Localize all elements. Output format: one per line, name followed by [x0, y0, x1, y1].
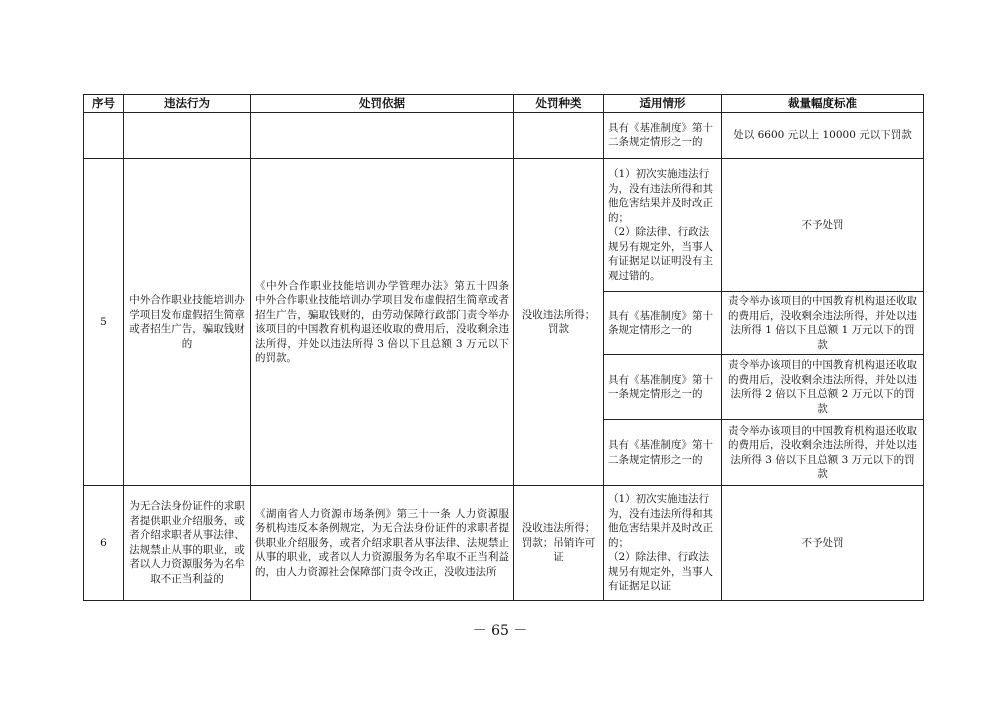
cell-standard: 不予处罚	[722, 485, 924, 600]
cell-basis: 《湖南省人力资源市场条例》第三十一条 人力资源服务机构违反本条例规定，为无合法身份证件的求职者提供职业介绍服务，或者介绍求职者从事法律、法规禁止从事的职业，或者以人力资源服务为名牟取不正当利益的，由人力资源社会保障部门责令改正，没收违法所	[251, 485, 514, 600]
cell-condition: 具有《基准制度》第十二条规定情形之一的	[604, 420, 722, 485]
header-number: 序号	[84, 95, 124, 113]
header-condition: 适用情形	[604, 95, 722, 113]
cell-penalty-type: 没收违法所得；罚款；吊销许可证	[514, 485, 604, 600]
cell-violation	[124, 112, 251, 159]
cell-condition: 具有《基准制度》第十一条规定情形之一的	[604, 355, 722, 420]
cell-violation: 为无合法身份证件的求职者提供职业介绍服务，或者介绍求职者从事法律、法规禁止从事的职业，或者以人力资源服务为名牟取不正当利益的	[124, 485, 251, 600]
cell-penalty-type	[514, 112, 604, 159]
cell-basis	[251, 112, 514, 159]
table-header-row	[84, 95, 924, 113]
header-penalty-type: 处罚种类	[514, 95, 604, 113]
header-violation: 违法行为	[124, 95, 251, 113]
header-standard: 裁量幅度标准	[722, 95, 924, 113]
table-row	[84, 485, 924, 600]
cell-condition: 具有《基准制度》第十二条规定情形之一的	[604, 112, 722, 159]
cell-standard: 处以 6600 元以上 10000 元以下罚款	[722, 112, 924, 159]
page-number: － 65 －	[472, 623, 528, 639]
cell-standard: 不予处罚	[722, 159, 924, 292]
cell-standard: 责令举办该项目的中国教育机构退还收取的费用后，没收剩余违法所得，并处以违法所得 3 倍以下且总额 3 万元以下的罚款	[722, 420, 924, 485]
cell-penalty-type: 没收违法所得；罚款	[514, 159, 604, 485]
penalty-standards-table	[83, 94, 924, 601]
cell-number	[84, 112, 124, 159]
cell-number: 5	[84, 159, 124, 485]
cell-standard: 责令举办该项目的中国教育机构退还收取的费用后，没收剩余违法所得，并处以违法所得 2 倍以下且总额 2 万元以下的罚款	[722, 355, 924, 420]
header-basis: 处罚依据	[251, 95, 514, 113]
cell-basis: 《中外合作职业技能培训办学管理办法》第五十四条 中外合作职业技能培训办学项目发布虚假招生简章或者招生广告，骗取钱财的，由劳动保障行政部门责令举办该项目的中国教育机构退还收取的费用后，没收剩余违法所得，并处以违法所得 3 倍以下且总额 3 万元以下的罚款。	[251, 159, 514, 485]
cell-number: 6	[84, 485, 124, 600]
cell-condition: （1）初次实施违法行为，没有违法所得和其他危害结果并及时改正的； （2）除法律、行政法规另有规定外，当事人有证据足以证明没有主观过错的。	[604, 159, 722, 292]
cell-violation: 中外合作职业技能培训办学项目发布虚假招生简章或者招生广告，骗取钱财的	[124, 159, 251, 485]
cell-condition: 具有《基准制度》第十条规定情形之一的	[604, 291, 722, 354]
cell-condition: （1）初次实施违法行为，没有违法所得和其他危害结果并及时改正的； （2）除法律、行政法规另有规定外，当事人有证据足以证	[604, 485, 722, 600]
table-row	[84, 159, 924, 292]
table-row	[84, 112, 924, 159]
cell-standard: 责令举办该项目的中国教育机构退还收取的费用后，没收剩余违法所得，并处以违法所得 1 倍以下且总额 1 万元以下的罚款	[722, 291, 924, 354]
